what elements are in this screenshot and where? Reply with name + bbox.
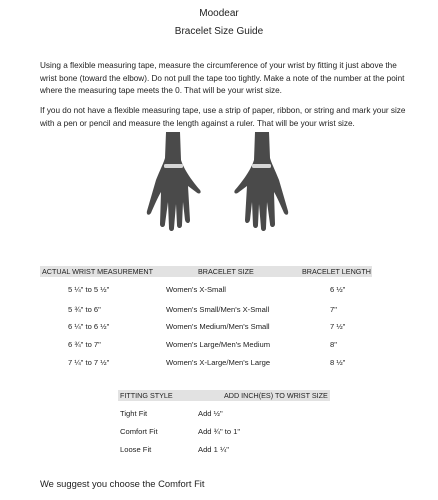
table-cell: 5 ¾" to 6": [68, 305, 101, 314]
instructions-paragraph-2: If you do not have a flexible measuring tape, use a strip of paper, ribbon, or string and mark your size with a pen or pencil and measure the length against a ruler. That will be your wrist size.: [40, 106, 406, 128]
table-cell: Women's Large/Men's Medium: [166, 340, 271, 349]
left-hand-icon: [147, 132, 201, 231]
table-cell: Women's Small/Men's X-Small: [166, 305, 270, 314]
column-header-length: BRACELET LENGTH: [302, 267, 371, 276]
column-header-size: BRACELET SIZE: [198, 267, 254, 276]
table-cell: 7": [330, 305, 337, 314]
table-cell: 8": [330, 340, 337, 349]
table-cell: Tight Fit: [120, 409, 148, 418]
table-cell: Add ½": [198, 409, 223, 418]
brand-name: Moodear: [199, 8, 239, 19]
instructions-paragraph-1: Using a flexible measuring tape, measure the circumference of your wrist by fitting it just above the wrist bone (toward the elbow). Do not pull the tape too tightly. Make a note of the number at the point where the measuring tape meets the 0. That will be your wrist size.: [40, 61, 405, 95]
fit-table-header: [118, 390, 330, 401]
table-cell: 5 ¼" to 5 ½": [68, 285, 110, 294]
suggestion-text: We suggest you choose the Comfort Fit: [40, 478, 205, 489]
table-cell: 6 ½": [330, 285, 346, 294]
table-cell: Add ¾" to 1": [198, 427, 241, 436]
right-bracelet-icon: [252, 164, 271, 168]
table-cell: Add 1 ¼": [198, 445, 229, 454]
size-table-header: [40, 266, 372, 277]
table-cell: Women's Medium/Men's Small: [166, 322, 270, 331]
table-cell: 6 ¼" to 6 ½": [68, 322, 110, 331]
table-cell: 7 ¼" to 7 ½": [68, 358, 110, 367]
table-cell: 6 ¾" to 7": [68, 340, 101, 349]
page-title: Bracelet Size Guide: [174, 26, 264, 37]
column-header-add-inches: ADD INCH(ES) TO WRIST SIZE: [224, 391, 328, 400]
column-header-wrist: ACTUAL WRIST MEASUREMENT: [42, 267, 154, 276]
table-cell: Comfort Fit: [120, 427, 158, 436]
table-cell: 7 ½": [330, 322, 346, 331]
right-hand-icon: [234, 132, 288, 231]
table-cell: Loose Fit: [120, 445, 152, 454]
table-cell: Women's X-Small: [166, 285, 226, 294]
table-cell: 8 ½": [330, 358, 346, 367]
table-cell: Women's X-Large/Men's Large: [166, 358, 271, 367]
left-bracelet-icon: [164, 164, 183, 168]
hands-wearing-bracelets-icon: [130, 130, 305, 245]
column-header-fitting-style: FITTING STYLE: [120, 391, 173, 400]
